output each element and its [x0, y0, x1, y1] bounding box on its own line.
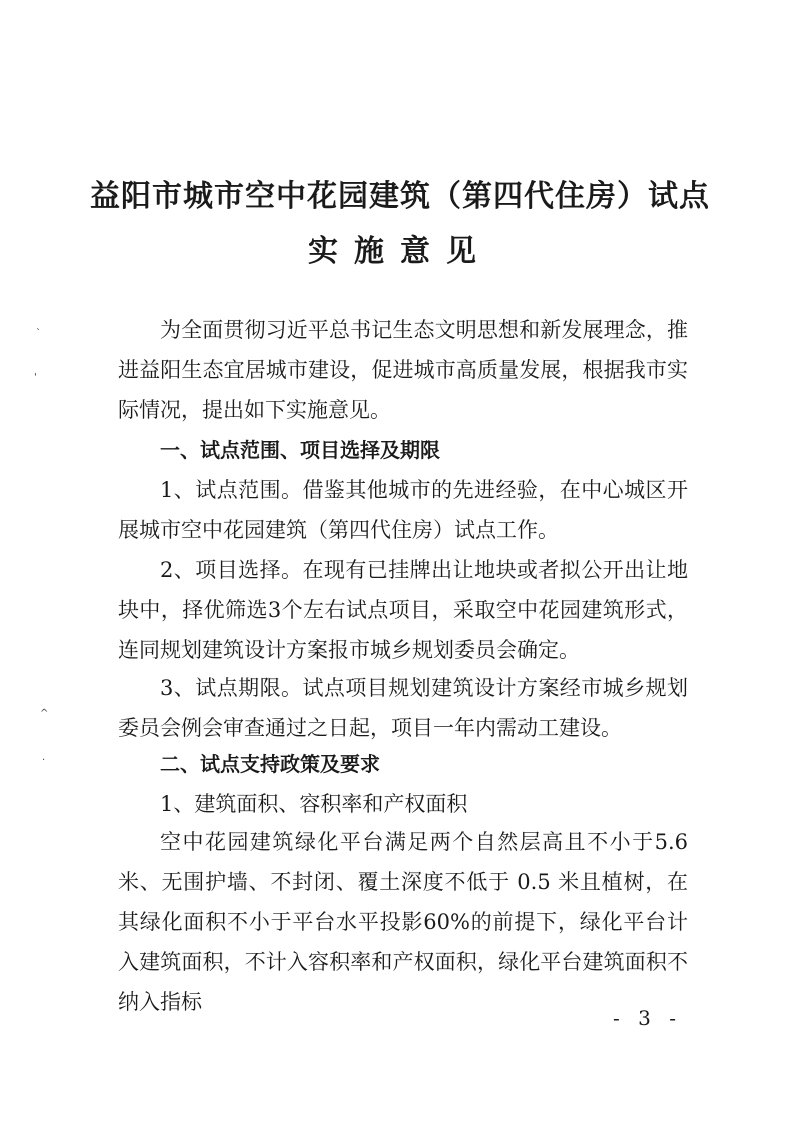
paragraph-pilot-period: 3、试点期限。试点项目规划建筑设计方案经市城乡规划委员会例会审查通过之日起，项目一年内需动工建设。 — [118, 676, 688, 740]
scan-speck: ' — [34, 372, 37, 383]
scan-speck: ` — [36, 328, 41, 339]
document-title-line-2: 实施意见 — [308, 234, 492, 269]
paragraph-green-platform: 空中花园建筑绿化平台满足两个自然层高且不小于5.6米、无围护墙、不封闭、覆土深度不低于 0.5 米且植树，在其绿化面积不小于平台水平投影60%的前提下，绿化平台计入建筑面积，不计入容积率和产权面积，绿化平台建筑面积不纳入指标 — [118, 830, 688, 1014]
section-heading-2: 二、试点支持政策及要求 — [160, 752, 380, 776]
paragraph-scope: 1、试点范围。借鉴其他城市的先进经验，在中心城区开展城市空中花园建筑（第四代住房）试点工作。 — [118, 478, 688, 542]
intro-paragraph: 为全面贯彻习近平总书记生态文明思想和新发展理念，推进益阳生态宜居城市建设，促进城市高质量发展，根据我市实际情况，提出如下实施意见。 — [118, 318, 688, 422]
subheading-floor-area: 1、建筑面积、容积率和产权面积 — [160, 792, 468, 816]
document-title-line-1: 益阳市城市空中花园建筑（第四代住房）试点 — [90, 179, 710, 214]
paragraph-project-selection: 2、项目选择。在现有已挂牌出让地块或者拟公开出让地块中，择优筛选3个左右试点项目，采取空中花园建筑形式，连同规划建筑设计方案报市城乡规划委员会确定。 — [118, 558, 688, 662]
section-heading-1: 一、试点范围、项目选择及期限 — [160, 438, 440, 462]
page-number: - 3 - — [613, 1006, 682, 1030]
scan-speck: · — [42, 755, 46, 766]
scan-speck: ^ — [40, 708, 49, 719]
